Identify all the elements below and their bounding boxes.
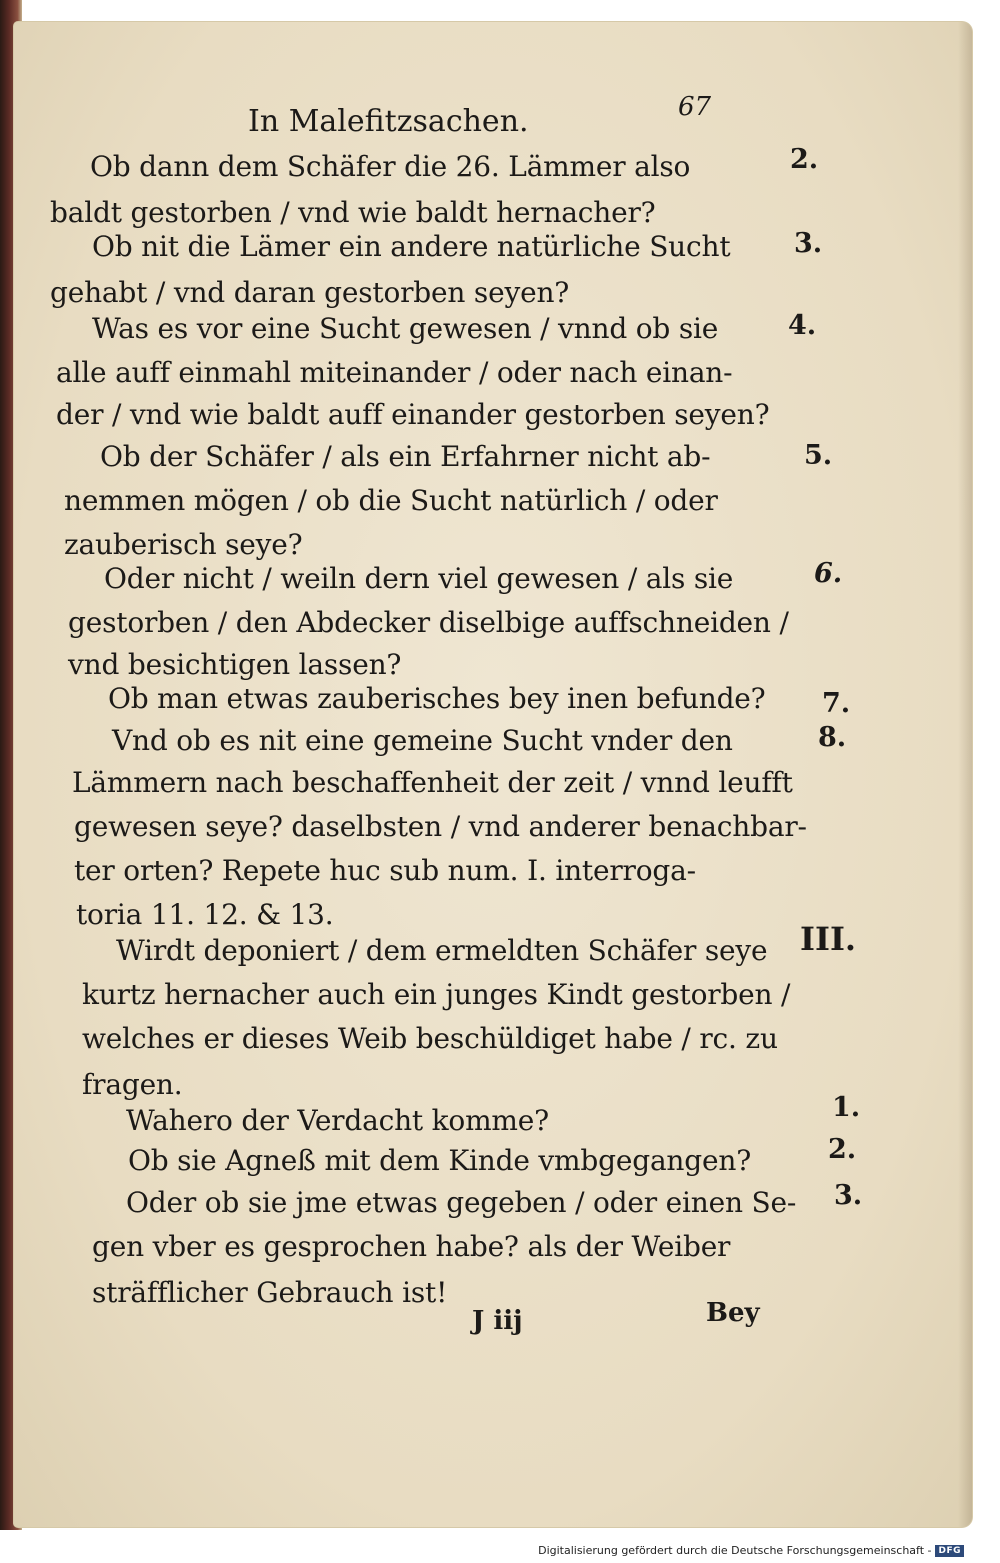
margin-number: 3. bbox=[834, 1180, 863, 1211]
text-line: welches er dieses Weib beschüldiget habe / rc. zu bbox=[82, 1022, 778, 1055]
text-line: nemmen mögen / ob die Sucht natürlich / oder bbox=[64, 484, 718, 517]
text-line: Ob man etwas zauberisches bey inen befunde? bbox=[108, 682, 766, 715]
text-line: gehabt / vnd daran gestorben seyen? bbox=[50, 276, 570, 309]
signature-mark: J iij bbox=[472, 1306, 523, 1336]
text-line: Lämmern nach beschaffenheit der zeit / vnnd leufft bbox=[72, 766, 793, 799]
margin-number: 2. bbox=[790, 144, 819, 175]
text-line: Ob nit die Lämer ein andere natürliche Sucht bbox=[92, 230, 731, 263]
margin-number: 7. bbox=[822, 688, 851, 719]
margin-number: III. bbox=[800, 920, 857, 958]
margin-number: 8. bbox=[818, 722, 847, 753]
text-line: Ob der Schäfer / als ein Erfahrner nicht ab- bbox=[100, 440, 711, 473]
text-line: gen vber es gesprochen habe? als der Weiber bbox=[92, 1230, 731, 1263]
text-line: toria 11. 12. & 13. bbox=[76, 898, 334, 931]
text-line: Oder nicht / weiln dern viel gewesen / als sie bbox=[104, 562, 734, 595]
text-line: gestorben / den Abdecker diselbige auffschneiden / bbox=[68, 606, 789, 639]
text-line: baldt gestorben / vnd wie baldt hernacher? bbox=[50, 196, 656, 229]
funding-credit bbox=[538, 1544, 964, 1557]
margin-number: 6. bbox=[814, 558, 843, 589]
page-edge-shadow bbox=[958, 22, 972, 1527]
dfg-logo-icon: DFG bbox=[935, 1545, 964, 1557]
text-line: ter orten? Repete huc sub num. I. interroga- bbox=[74, 854, 696, 887]
text-line: sträfflicher Gebrauch ist! bbox=[92, 1276, 448, 1309]
margin-number: 2. bbox=[828, 1134, 857, 1165]
text-line: zauberisch seye? bbox=[64, 528, 303, 561]
margin-number: 4. bbox=[788, 310, 817, 341]
text-line: Vnd ob es nit eine gemeine Sucht vnder den bbox=[112, 724, 733, 757]
text-line: gewesen seye? daselbsten / vnd anderer benachbar- bbox=[74, 810, 807, 843]
margin-number: 5. bbox=[804, 440, 833, 471]
text-line: Was es vor eine Sucht gewesen / vnnd ob sie bbox=[92, 312, 719, 345]
text-line: Ob sie Agneß mit dem Kinde vmbgegangen? bbox=[128, 1144, 752, 1177]
text-line: alle auff einmahl miteinander / oder nach einan- bbox=[56, 356, 733, 389]
catchword: Bey bbox=[706, 1298, 760, 1328]
text-line: fragen. bbox=[82, 1068, 183, 1101]
margin-number: 1. bbox=[832, 1092, 861, 1123]
credit-text: Digitalisierung gefördert durch die Deutsche Forschungsgemeinschaft - bbox=[538, 1544, 932, 1557]
text-line: kurtz hernacher auch ein junges Kindt gestorben / bbox=[82, 978, 791, 1011]
text-line: Oder ob sie jme etwas gegeben / oder einen Se- bbox=[126, 1186, 797, 1219]
running-header: In Malefitzsachen. bbox=[248, 104, 529, 139]
page-number: 67 bbox=[678, 92, 712, 122]
text-line: der / vnd wie baldt auff einander gestorben seyen? bbox=[56, 398, 770, 431]
text-line: Wirdt deponiert / dem ermeldten Schäfer seye bbox=[116, 934, 768, 967]
text-line: Wahero der Verdacht komme? bbox=[126, 1104, 549, 1137]
text-line: vnd besichtigen lassen? bbox=[68, 648, 402, 681]
text-line: Ob dann dem Schäfer die 26. Lämmer also bbox=[90, 150, 691, 183]
margin-number: 3. bbox=[794, 228, 823, 259]
